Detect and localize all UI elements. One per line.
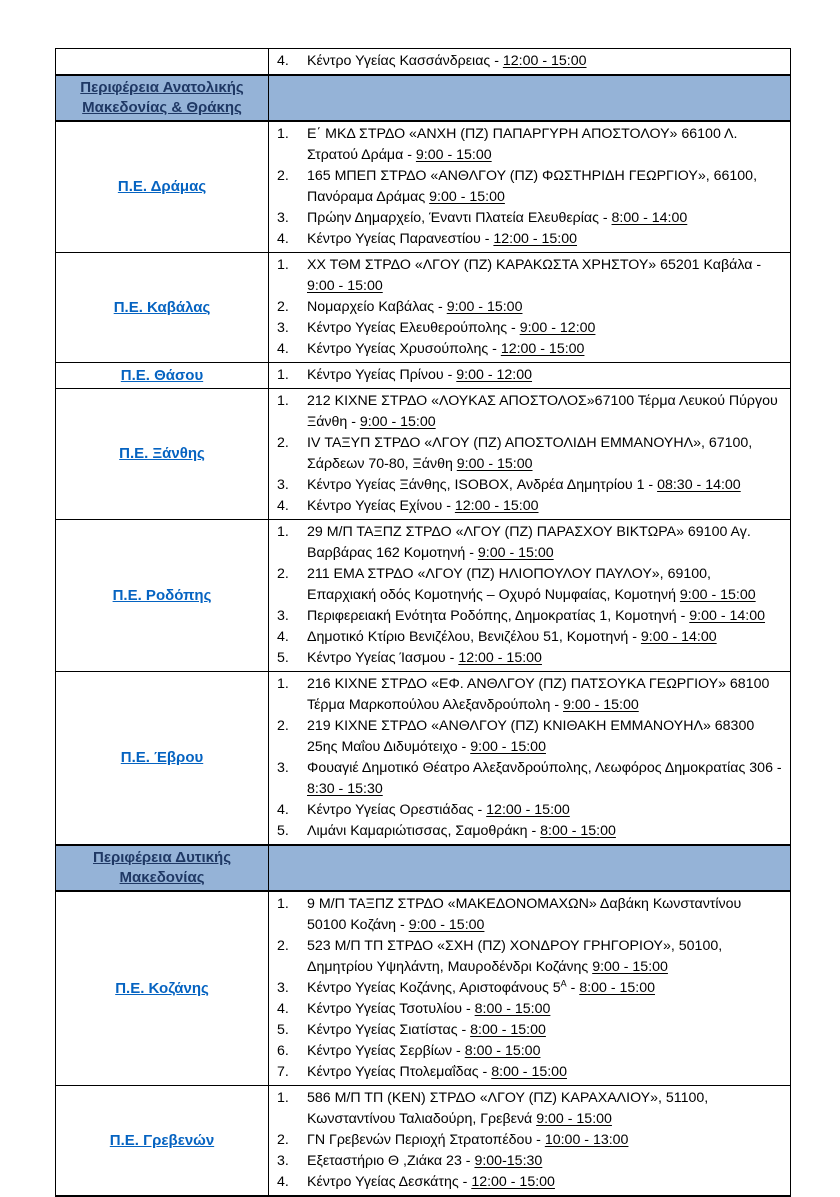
facility-list-cell — [269, 389, 791, 520]
item-number: 3. — [277, 760, 289, 776]
item-text — [307, 496, 782, 517]
table-row — [56, 672, 791, 846]
item-text — [307, 318, 782, 339]
item-text-segment: 211 ΕΜΑ ΣΤΡΔΟ «ΛΓΟΥ (ΠΖ) ΗΛΙΟΠΟΥΛΟΥ ΠΑΥΛΟΥ», 69100, Επαρχιακή οδός Κομοτηνής – Οχυρό Νυμφαίας, Κομοτηνή — [307, 566, 711, 603]
item-text — [307, 999, 782, 1020]
facility-list-cell — [269, 121, 791, 253]
table-row — [56, 891, 791, 1086]
facility-item — [275, 894, 782, 936]
time-range: 9:00 - 15:00 — [470, 739, 546, 755]
region-link[interactable]: Π.Ε. Δράμας — [117, 178, 207, 195]
item-number: 2. — [277, 566, 289, 582]
time-range: 12:00 - 15:00 — [500, 341, 585, 357]
item-text-segment: 219 ΚΙΧΝΕ ΣΤΡΔΟ «ΑΝΘΛΓΟΥ (ΠΖ) ΚΝΙΘΑΚΗ ΕΜΜΑΝΟΥΗΛ» 68300 25ης Μαΐου Διδυμότειχο - — [307, 718, 755, 755]
facility-list-cell — [269, 49, 791, 76]
item-text-segment: Κέντρο Υγείας Δεσκάτης - — [307, 1174, 472, 1190]
item-text — [307, 627, 782, 648]
facility-list-cell — [269, 363, 791, 389]
item-number: 3. — [277, 1153, 289, 1169]
item-text-segment: ΓΝ Γρεβενών Περιοχή Στρατοπέδου - — [307, 1132, 545, 1148]
region-link[interactable]: Π.Ε. Θάσου — [120, 366, 204, 384]
item-text-segment: Φουαγιέ Δημοτικό Θέατρο Αλεξανδρούπολης, Λεωφόρος Δημοκρατίας 306 - — [307, 760, 782, 776]
item-text — [307, 339, 782, 360]
facility-item — [275, 51, 782, 72]
regional-unit-cell — [56, 672, 269, 846]
facility-item — [275, 166, 782, 208]
facility-item — [275, 433, 782, 475]
item-number: 1. — [277, 126, 289, 142]
item-number: 1. — [277, 896, 289, 912]
item-number: 6. — [277, 1043, 289, 1059]
item-text — [307, 1041, 782, 1062]
item-text-segment: Κέντρο Υγείας Κασσάνδρειας - — [307, 53, 503, 69]
item-text — [307, 522, 782, 564]
regional-unit-cell — [56, 520, 269, 672]
item-number: 5. — [277, 823, 289, 839]
facility-item — [275, 758, 782, 800]
facility-item — [275, 124, 782, 166]
item-text — [307, 124, 782, 166]
time-range: 9:00 - 15:00 — [563, 697, 639, 713]
facility-item — [275, 1088, 782, 1130]
time-range: 9:00 - 12:00 — [519, 320, 596, 336]
time-range: 9:00 - 15:00 — [446, 299, 523, 315]
item-text-segment: Δημοτικό Κτίριο Βενιζέλου, Βενιζέλου 51, Κομοτηνή - — [307, 629, 641, 645]
item-text — [307, 255, 782, 297]
time-range: 8:00 - 15:00 — [474, 1001, 551, 1017]
facility-item — [275, 606, 782, 627]
item-text-segment: Κέντρο Υγείας Σιατίστας - — [307, 1022, 471, 1038]
facility-item — [275, 999, 782, 1020]
time-range: 8:30 - 15:30 — [307, 781, 383, 797]
item-number: 2. — [277, 299, 289, 315]
item-text-segment: 9 Μ/Π ΤΑΞΠΖ ΣΤΡΔΟ «ΜΑΚΕΔΟΝΟΜΑΧΩΝ» Δαβάκη Κωνσταντίνου 50100 Κοζάνη - — [307, 896, 742, 933]
item-text-segment: Κέντρο Υγείας Πρίνου - — [307, 367, 457, 383]
item-text-segment: Κέντρο Υγείας Παρανεστίου - — [307, 231, 494, 247]
facility-list-cell — [269, 253, 791, 363]
item-text-segment: ΧΧ ΤΘΜ ΣΤΡΔΟ «ΛΓΟΥ (ΠΖ) ΚΑΡΑΚΩΣΤΑ ΧΡΗΣΤΟΥ» 65201 Καβάλα - — [307, 257, 762, 273]
item-number: 1. — [277, 524, 289, 540]
item-number: 4. — [277, 1001, 289, 1017]
facility-item — [275, 522, 782, 564]
facility-item — [275, 365, 782, 386]
time-range: 12:00 - 15:00 — [471, 1174, 555, 1190]
time-range: 12:00 - 15:00 — [458, 650, 542, 666]
item-number: 4. — [277, 802, 289, 818]
regions-schedule-table — [55, 48, 791, 1197]
time-range: 8:00 - 15:00 — [470, 1022, 546, 1038]
item-number: 5. — [277, 650, 289, 666]
facility-item — [275, 716, 782, 758]
time-range: 9:00 - 14:00 — [640, 629, 717, 645]
facility-item — [275, 475, 782, 496]
item-number: 2. — [277, 718, 289, 734]
item-text — [307, 821, 782, 842]
regional-unit-cell — [56, 49, 269, 76]
facility-item — [275, 1130, 782, 1151]
time-range: 10:00 - 13:00 — [544, 1132, 629, 1148]
facility-item — [275, 1041, 782, 1062]
facility-item — [275, 1172, 782, 1193]
item-text — [307, 208, 782, 229]
regional-unit-cell — [56, 891, 269, 1086]
regions-table-body — [56, 49, 791, 1197]
item-text — [307, 716, 782, 758]
item-text-segment: Ε΄ ΜΚΔ ΣΤΡΔΟ «ΑΝΧΗ (ΠΖ) ΠΑΠΑΡΓΥΡΗ ΑΠΟΣΤΟΛΟΥ» 66100 Λ. Στρατού Δράμα - — [307, 126, 738, 163]
item-text — [307, 1172, 782, 1193]
item-text — [307, 1062, 782, 1083]
table-row — [56, 520, 791, 672]
item-text-segment: Περιφερειακή Ενότητα Ροδόπης, Δημοκρατίας 1, Κομοτηνή - — [307, 608, 690, 624]
item-number: 1. — [277, 367, 289, 383]
table-row — [56, 389, 791, 520]
item-text-segment: 165 ΜΠΕΠ ΣΤΡΔΟ «ΑΝΘΛΓΟΥ (ΠΖ) ΦΩΣΤΗΡΙΔΗ ΓΕΩΡΓΙΟΥ», 66100, Πανόραμα Δράμας — [307, 168, 758, 205]
item-text-segment: 29 Μ/Π ΤΑΞΠΖ ΣΤΡΔΟ «ΛΓΟΥ (ΠΖ) ΠΑΡΑΣΧΟΥ ΒΙΚΤΩΡΑ» 69100 Αγ. Βαρβάρας 162 Κομοτηνή - — [307, 524, 751, 561]
item-text-segment: - — [566, 980, 580, 996]
time-range: 08:30 - 14:00 — [657, 477, 741, 493]
facility-item — [275, 1020, 782, 1041]
time-range: 9:00 - 15:00 — [429, 189, 505, 205]
region-header-label: Περιφέρεια Ανατολικής Μακεδονίας & Θράκης — [80, 79, 244, 116]
facility-item — [275, 1151, 782, 1172]
item-text — [307, 1088, 782, 1130]
facility-item — [275, 674, 782, 716]
item-text — [307, 894, 782, 936]
facility-item — [275, 627, 782, 648]
regional-unit-cell — [56, 1086, 269, 1197]
item-text-segment: Εξεταστήριο Θ ,Ζιάκα 23 - — [307, 1153, 475, 1169]
item-number: 5. — [277, 1022, 289, 1038]
item-number: 2. — [277, 938, 289, 954]
regional-unit-cell — [56, 253, 269, 363]
item-number: 3. — [277, 210, 289, 226]
time-range: 12:00 - 15:00 — [493, 231, 578, 247]
facility-list-cell — [269, 672, 791, 846]
time-range: 8:00 - 15:00 — [579, 980, 655, 996]
region-header-row — [56, 845, 791, 891]
time-range: 8:00 - 15:00 — [464, 1043, 541, 1059]
item-text-segment: 212 ΚΙΧΝΕ ΣΤΡΔΟ «ΛΟΥΚΑΣ ΑΠΟΣΤΟΛΟΣ»67100 Τέρμα Λευκού Πύργου Ξάνθη - — [307, 393, 778, 430]
facility-item — [275, 496, 782, 517]
time-range: 8:00 - 15:00 — [491, 1064, 567, 1080]
region-header-row — [56, 75, 791, 121]
time-range: 9:00 - 15:00 — [359, 414, 436, 430]
facility-item — [275, 648, 782, 669]
facility-item — [275, 208, 782, 229]
facility-item — [275, 821, 782, 842]
regional-unit-cell — [56, 389, 269, 520]
item-text-segment: Κέντρο Υγείας Πτολεμαΐδας - — [307, 1064, 492, 1080]
item-text — [307, 229, 782, 250]
facility-item — [275, 564, 782, 606]
region-link[interactable]: Π.Ε. Καβάλας — [113, 298, 211, 316]
item-text — [307, 648, 782, 669]
item-text — [307, 365, 782, 386]
time-range: 9:00 - 15:00 — [456, 456, 533, 472]
region-header-empty-cell — [269, 75, 791, 121]
region-link[interactable]: Π.Ε. Ξάνθης — [119, 445, 205, 462]
item-number: 2. — [277, 1132, 289, 1148]
facility-item — [275, 229, 782, 250]
item-number: 3. — [277, 320, 289, 336]
item-text-segment: Κέντρο Υγείας Χρυσούπολης - — [307, 341, 501, 357]
item-text — [307, 166, 782, 208]
item-text — [307, 391, 782, 433]
time-range: 12:00 - 15:00 — [454, 498, 539, 514]
facility-list-cell — [269, 891, 791, 1086]
item-text — [307, 1130, 782, 1151]
time-range: 9:00 - 15:00 — [408, 917, 485, 933]
item-text-segment: Κέντρο Υγείας Σερβίων - — [307, 1043, 465, 1059]
region-link[interactable]: Π.Ε. Έβρου — [120, 749, 204, 766]
item-number: 4. — [277, 341, 289, 357]
facility-list-cell — [269, 520, 791, 672]
time-range: 9:00 - 12:00 — [456, 367, 533, 383]
item-number: 7. — [277, 1064, 289, 1080]
item-number: 3. — [277, 980, 289, 996]
facility-item — [275, 391, 782, 433]
item-number: 4. — [277, 231, 289, 247]
time-range: 8:00 - 15:00 — [540, 823, 616, 839]
time-range: 8:00 - 14:00 — [611, 210, 688, 226]
item-text — [307, 1020, 782, 1041]
table-row — [56, 1086, 791, 1197]
facility-item — [275, 255, 782, 297]
item-text-segment: Κέντρο Υγείας Ξάνθης, ISOBOX, Ανδρέα Δημητρίου 1 - — [307, 477, 658, 493]
table-row — [56, 363, 791, 389]
time-range: 9:00 - 15:00 — [415, 147, 492, 163]
regional-unit-cell — [56, 121, 269, 253]
item-text — [307, 475, 782, 496]
item-number: 1. — [277, 1090, 289, 1106]
item-text-segment: Κέντρο Υγείας Εχίνου - — [307, 498, 455, 514]
item-text-segment: 523 Μ/Π ΤΠ ΣΤΡΔΟ «ΣΧΗ (ΠΖ) ΧΟΝΔΡΟΥ ΓΡΗΓΟΡΙΟΥ», 50100, Δημητρίου Υψηλάντη, Μαυροδένδρι Κοζάνης — [307, 938, 723, 975]
region-header-cell — [56, 75, 269, 121]
item-text-segment: Κέντρο Υγείας Ορεστιάδας - — [307, 802, 487, 818]
time-range: 9:00 - 14:00 — [689, 608, 766, 624]
table-row — [56, 253, 791, 363]
region-link[interactable]: Π.Ε. Κοζάνης — [115, 979, 209, 997]
time-range: 9:00 - 15:00 — [679, 587, 756, 603]
item-text — [307, 564, 782, 606]
regional-unit-cell — [56, 363, 269, 389]
item-number: 4. — [277, 1174, 289, 1190]
table-row — [56, 49, 791, 76]
item-number: 3. — [277, 477, 289, 493]
item-number: 4. — [277, 498, 289, 514]
item-text-segment: Κέντρο Υγείας Κοζάνης, Αριστοφάνους 5 — [307, 980, 561, 996]
region-header-cell — [56, 845, 269, 891]
item-number: 2. — [277, 168, 289, 184]
facility-item — [275, 978, 782, 999]
facility-item — [275, 800, 782, 821]
item-text-segment: Κέντρο Υγείας Ελευθερούπολης - — [307, 320, 520, 336]
item-text-segment: Πρώην Δημαρχείο, Έναντι Πλατεία Ελευθερίας - — [307, 210, 612, 226]
item-text — [307, 936, 782, 978]
item-text — [307, 758, 782, 800]
facility-item — [275, 936, 782, 978]
item-number: 2. — [277, 435, 289, 451]
time-range: 9:00 - 15:00 — [307, 278, 383, 294]
item-text-segment: Νομαρχείο Καβάλας - — [307, 299, 447, 315]
superscript-mark: Α — [560, 978, 567, 989]
item-text — [307, 800, 782, 821]
item-text — [307, 51, 782, 72]
time-range: 9:00 - 15:00 — [592, 959, 668, 975]
item-text-segment: 216 ΚΙΧΝΕ ΣΤΡΔΟ «ΕΦ. ΑΝΘΛΓΟΥ (ΠΖ) ΠΑΤΣΟΥΚΑ ΓΕΩΡΓΙΟΥ» 68100 Τέρμα Μαρκοπούλου Αλεξανδρούπολη - — [307, 676, 770, 713]
time-range: 12:00 - 15:00 — [502, 53, 587, 69]
item-text-segment: Λιμάνι Καμαριώτισσας, Σαμοθράκη - — [307, 823, 541, 839]
time-range: 9:00 - 15:00 — [536, 1111, 612, 1127]
item-number: 4. — [277, 53, 289, 69]
item-text — [307, 674, 782, 716]
item-number: 1. — [277, 257, 289, 273]
facility-item — [275, 297, 782, 318]
facility-list-cell — [269, 1086, 791, 1197]
item-text-segment: Κέντρο Υγείας Τσοτυλίου - — [307, 1001, 475, 1017]
item-text — [307, 606, 782, 627]
facility-item — [275, 318, 782, 339]
item-number: 1. — [277, 393, 289, 409]
facility-item — [275, 1062, 782, 1083]
region-link[interactable]: Π.Ε. Ροδόπης — [112, 586, 212, 604]
item-number: 3. — [277, 608, 289, 624]
item-text — [307, 978, 782, 999]
table-row — [56, 121, 791, 253]
item-number: 4. — [277, 629, 289, 645]
time-range: 9:00-15:30 — [474, 1153, 543, 1169]
region-header-empty-cell — [269, 845, 791, 891]
item-text — [307, 433, 782, 475]
time-range: 9:00 - 15:00 — [477, 545, 554, 561]
region-header-label: Περιφέρεια Δυτικής Μακεδονίας — [93, 849, 231, 886]
item-text — [307, 1151, 782, 1172]
item-number: 1. — [277, 676, 289, 692]
item-text-segment: 586 Μ/Π ΤΠ (ΚΕΝ) ΣΤΡΔΟ «ΛΓΟΥ (ΠΖ) ΚΑΡΑΧΑΛΙΟΥ», 51100, Κωνσταντίνου Ταλιαδούρη, Γρεβενά — [307, 1090, 709, 1127]
item-text-segment: Κέντρο Υγείας Ίασμου - — [307, 650, 459, 666]
item-text-segment: IV ΤΑΞΥΠ ΣΤΡΔΟ «ΛΓΟΥ (ΠΖ) ΑΠΟΣΤΟΛΙΔΗ ΕΜΜΑΝΟΥΗΛ», 67100, Σάρδεων 70-80, Ξάνθη — [307, 435, 753, 472]
region-link[interactable]: Π.Ε. Γρεβενών — [109, 1131, 215, 1149]
item-text — [307, 297, 782, 318]
facility-item — [275, 339, 782, 360]
time-range: 12:00 - 15:00 — [486, 802, 570, 818]
